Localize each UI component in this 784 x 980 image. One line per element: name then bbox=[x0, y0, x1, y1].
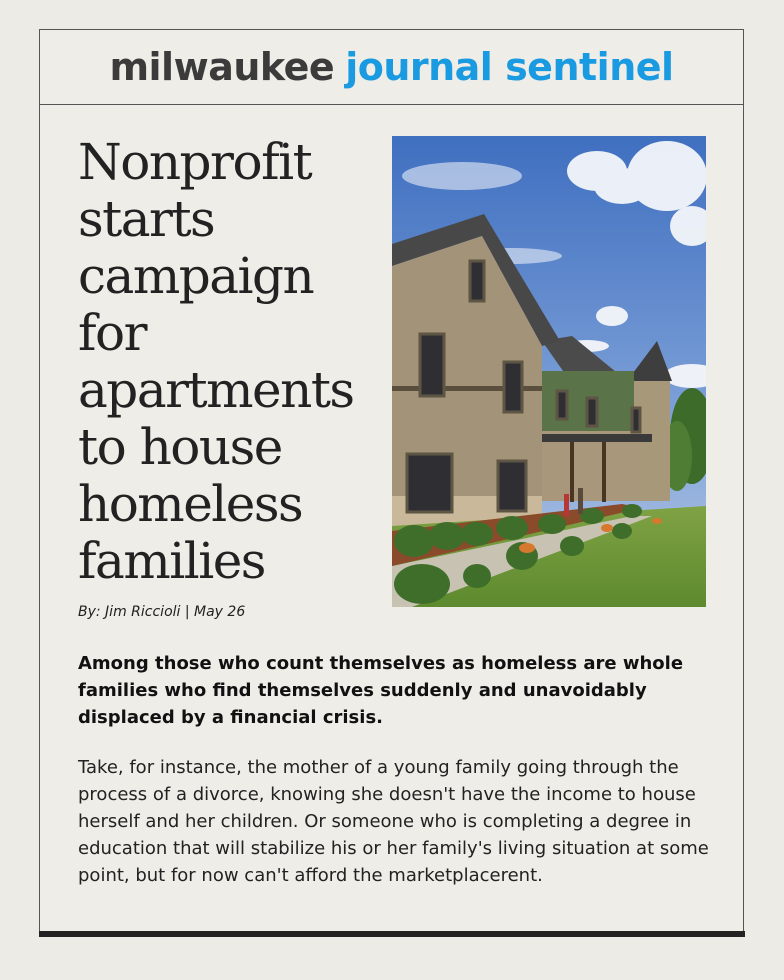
article-byline: By: Jim Riccioli | May 26 bbox=[78, 604, 246, 620]
article-body: Take, for instance, the mother of a young family going through the process of a divorce, knowing she doesn't have the income to house herself and her children. Or someone who is completing a degree in education that will stabilize his or her family's living situation at some point, but for now can't afford the marketplacerent. bbox=[78, 757, 709, 886]
masthead-brand-dark: milwaukee bbox=[109, 45, 335, 89]
article-headline: Nonprofit starts campaign for apartments to house homeless families bbox=[78, 133, 354, 590]
article-lede: Among those who count themselves as homeless are whole families who find themselves suddenly and unavoidably displaced by a financial crisis. bbox=[78, 653, 684, 728]
masthead-logo[interactable] bbox=[40, 30, 743, 105]
article-photo bbox=[392, 136, 706, 607]
masthead-brand-blue: journal sentinel bbox=[345, 45, 674, 89]
article-card bbox=[39, 29, 744, 933]
bottom-rule bbox=[39, 931, 745, 937]
